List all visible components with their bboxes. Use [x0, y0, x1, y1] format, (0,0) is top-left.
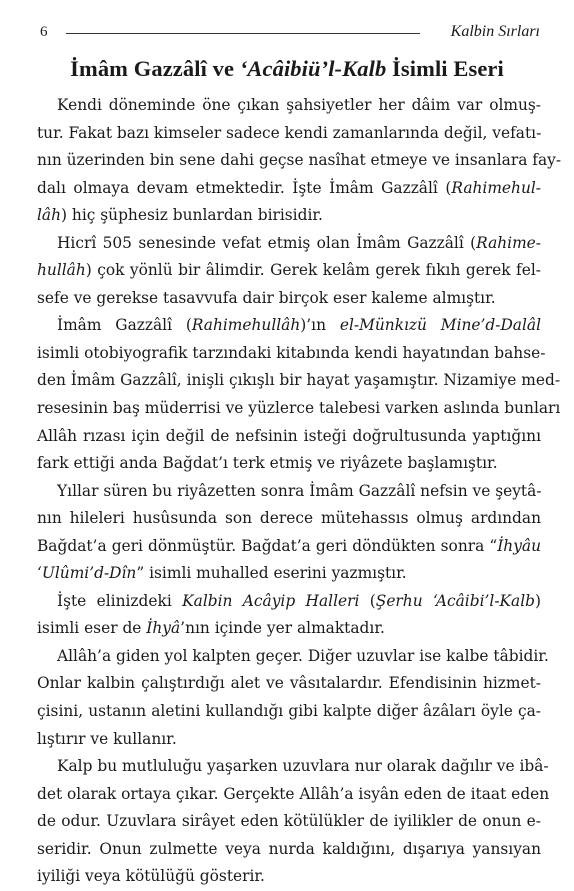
chapter-title	[0, 56, 574, 82]
text-line	[37, 505, 541, 533]
text-line	[37, 560, 541, 588]
page-number: 6	[40, 24, 48, 40]
text-line	[37, 285, 541, 313]
text-run: Yıllar süren bu riyâzetten sonra İmâm Gazzâlî nefsin ve şeytâ-	[57, 481, 542, 500]
text-run: tur. Fakat bazı kimseler sadece kendi zamanlarında değil, vefatı-	[37, 123, 542, 142]
text-line	[37, 753, 549, 781]
text-line	[37, 423, 541, 451]
text-line	[37, 478, 541, 506]
text-line	[37, 808, 541, 836]
text-line	[37, 230, 541, 258]
paragraph	[37, 478, 541, 588]
italic-run: İhyâ	[146, 619, 181, 638]
text-run: Onlar kalbin çalıştırdığı alet ve vâsıtalardır. Efendisinin hizmet-	[37, 674, 541, 693]
text-run: isimli otobiyografik tarzındaki kitabında kendi hayatından bahse-	[37, 343, 546, 362]
text-line	[37, 175, 541, 203]
text-run: ) çok yönlü bir âlimdir. Gerek kelâm gerek fıkıh gerek fel-	[85, 261, 541, 280]
title-italic-work: ‘Acâibiü’l-Kalb	[239, 56, 387, 81]
text-run: nın üzerinden bin sene dahi geçse nasîhat etmeye ve insanlara fay-	[37, 151, 562, 170]
text-run: (	[359, 591, 376, 610]
text-run: de odur. Uzuvlara sirâyet eden kötülükler de iyilikler de onun e-	[37, 812, 541, 831]
paragraph	[37, 643, 549, 753]
text-run: den İmâm Gazzâlî, inişli çıkışlı bir hayat yaşamıştır. Nizamiye med-	[37, 371, 561, 390]
text-line	[37, 257, 541, 285]
text-run: Allâh’a giden yol kalpten geçer. Diğer uzuvlar ise kalbe tâbidir.	[57, 646, 549, 665]
text-run: nın hileleri husûsunda son derece mütehassıs olmuş ardından	[37, 509, 541, 528]
text-line	[37, 836, 541, 864]
text-line	[37, 120, 541, 148]
text-line	[37, 588, 541, 616]
italic-run: Rahimehullâh	[191, 316, 301, 335]
text-run: ’nın içinde yer almaktadır.	[180, 619, 385, 638]
italic-run: Rahimehul-	[451, 178, 541, 197]
body-text	[37, 92, 562, 891]
text-run: )	[534, 591, 541, 610]
text-run: Kendi döneminde öne çıkan şahsiyetler her dâim var olmuş-	[57, 96, 541, 114]
text-run: Allâh rızası için değil de nefsinin isteği doğrultusunda yaptığını	[37, 426, 541, 445]
italic-run: lâh	[37, 206, 62, 225]
text-line	[37, 670, 541, 698]
running-title: Kalbin Sırları	[450, 23, 540, 40]
text-run: resesinin baş müderrisi ve yüzlerce talebesi varken aslında bunları	[37, 399, 561, 418]
text-run: ) hiç şüphesiz bunlardan birisidir.	[61, 206, 323, 225]
paragraph	[37, 753, 550, 891]
paragraph	[37, 588, 541, 643]
text-line	[37, 781, 550, 809]
italic-run: İhyâu	[497, 536, 541, 555]
title-text-end: İsimli Eseri	[386, 56, 504, 81]
text-line	[37, 863, 541, 891]
text-run: İşte elinizdeki	[57, 591, 183, 610]
text-line	[37, 643, 549, 671]
italic-run: Şerhu ‘Acâibi’l-Kalb	[375, 591, 535, 610]
text-line	[37, 533, 541, 561]
text-line	[37, 698, 541, 726]
italic-run: Kalbin Acâyip Halleri	[182, 591, 360, 610]
paragraph	[37, 312, 561, 477]
text-line	[37, 92, 541, 120]
italic-run: hullâh	[37, 261, 86, 280]
header-rule	[66, 33, 420, 34]
text-run: ” isimli muhalled eserini yazmıştır.	[136, 564, 407, 583]
text-run: Kalp bu mutluluğu yaşarken uzuvlara nur olarak dağılır ve ibâ-	[57, 757, 549, 776]
page-header	[40, 24, 540, 46]
text-line	[37, 615, 541, 643]
title-text: İmâm Gazzâlî ve	[70, 56, 240, 81]
text-line	[37, 340, 546, 368]
text-run: det olarak ortaya çıkar. Gerçekte Allâh’a isyân eden de itaat eden	[37, 784, 550, 803]
text-run: Bağdat’a geri dönmüştür. Bağdat’a geri döndükten sonra “	[37, 536, 498, 555]
text-line	[37, 726, 541, 754]
italic-run: el-Münkızü Mine’d-Dalâl	[339, 316, 541, 335]
italic-run: Rahime-	[476, 233, 541, 252]
text-line	[37, 312, 541, 340]
text-line	[37, 147, 562, 175]
text-run: lıştırır ve kullanır.	[37, 729, 177, 748]
text-run: İmâm Gazzâlî (	[57, 316, 192, 335]
text-run: çisini, ustanın aletini kullandığı gibi kalpte diğer âzâları öyle ça-	[37, 702, 541, 721]
text-line	[37, 450, 541, 478]
text-run: iyiliği veya kötülüğü gösterir.	[37, 867, 265, 886]
text-run: Hicrî 505 senesinde vefat etmiş olan İmâm Gazzâlî (	[57, 233, 477, 252]
text-line	[37, 395, 561, 423]
text-line	[37, 367, 561, 395]
text-line	[37, 202, 541, 230]
text-run: )’ın	[300, 316, 340, 335]
text-run: dalı olmaya devam etmektedir. İşte İmâm Gazzâlî (	[37, 178, 452, 197]
text-run: sefe ve gerekse tasavvufa dair birçok eser kaleme almıştır.	[37, 288, 496, 307]
text-run: seridir. Onun zulmette veya nurda kaldığını, dışarıya yansıyan	[37, 839, 541, 858]
text-run: fark ettiği anda Bağdat’ı terk etmiş ve riyâzete başlamıştır.	[37, 454, 498, 473]
text-run: isimli eser de	[37, 619, 147, 638]
paragraph	[37, 230, 541, 313]
italic-run: ‘Ulûmi’d-Dîn	[37, 564, 137, 583]
paragraph	[37, 92, 562, 230]
